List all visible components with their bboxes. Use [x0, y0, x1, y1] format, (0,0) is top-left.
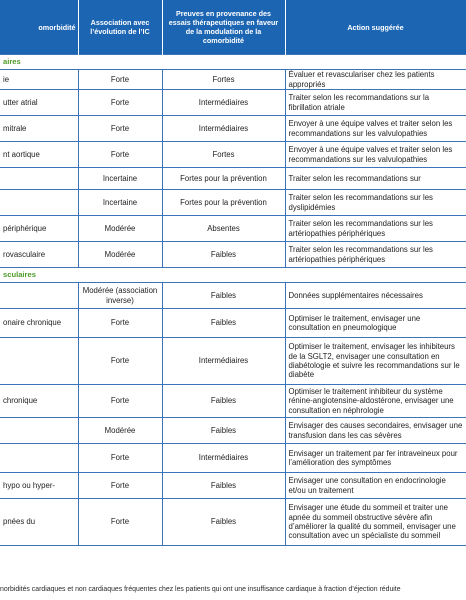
cell-comorbidity: utter atrial	[0, 90, 78, 116]
cell-association: Forte	[78, 90, 162, 116]
cell-comorbidity	[0, 418, 78, 444]
table-row	[0, 499, 466, 546]
cell-association: Incertaine	[78, 168, 162, 190]
cell-action: Envoyer à une équipe valves et traiter selon les recommandations sur les valvulopathies	[285, 142, 466, 168]
cell-evidence: Fortes	[162, 142, 285, 168]
cell-association: Modérée	[78, 242, 162, 268]
cell-evidence: Faibles	[162, 385, 285, 418]
cell-comorbidity: rovasculaire	[0, 242, 78, 268]
table-row	[0, 444, 466, 473]
table-row	[0, 168, 466, 190]
table-row	[0, 116, 466, 142]
cell-action: Données supplémentaires nécessaires	[285, 283, 466, 309]
cell-evidence: Faibles	[162, 283, 285, 309]
cell-action: Traiter selon les recommandations sur les dyslipidémies	[285, 190, 466, 216]
cell-association: Forte	[78, 444, 162, 473]
cell-comorbidity: nt aortique	[0, 142, 78, 168]
cell-evidence: Intermédiaires	[162, 444, 285, 473]
cell-comorbidity: onaire chronique	[0, 309, 78, 338]
cell-comorbidity	[0, 168, 78, 190]
cell-association: Forte	[78, 473, 162, 499]
cell-association: Forte	[78, 338, 162, 385]
cell-action: Évaluer et revasculariser chez les patients appropriés	[285, 70, 466, 90]
cell-association: Forte	[78, 385, 162, 418]
cell-comorbidity: ie	[0, 70, 78, 90]
cell-evidence: Fortes pour la prévention	[162, 190, 285, 216]
table-row	[0, 473, 466, 499]
cell-action: Optimiser le traitement, envisager les inhibiteurs de la SGLT2, envisager une consultation en diabétologie et suivre les recommandations sur le diabète	[285, 338, 466, 385]
cell-association: Forte	[78, 116, 162, 142]
table-row	[0, 283, 466, 309]
cell-association: Modérée (association inverse)	[78, 283, 162, 309]
table-row	[0, 142, 466, 168]
section-cardiac	[0, 55, 466, 70]
cell-evidence: Absentes	[162, 216, 285, 242]
cell-action: Traiter selon les recommandations sur les artériopathies périphériques	[285, 216, 466, 242]
cell-association: Forte	[78, 70, 162, 90]
cell-action: Envisager des causes secondaires, envisager une transfusion dans les cas sévères	[285, 418, 466, 444]
cell-evidence: Fortes	[162, 70, 285, 90]
section-cardiac-label: aires	[0, 55, 466, 70]
cell-evidence: Faibles	[162, 499, 285, 546]
header-comorbidity: omorbidité	[0, 0, 78, 55]
cell-action: Traiter selon les recommandations sur la fibrillation atriale	[285, 90, 466, 116]
cell-action: Envoyer à une équipe valves et traiter selon les recommandations sur les valvulopathies	[285, 116, 466, 142]
cell-evidence: Faibles	[162, 418, 285, 444]
section-noncardiac	[0, 268, 466, 283]
table-row	[0, 90, 466, 116]
table-row	[0, 385, 466, 418]
header-association: Association avec l’évolution de l’IC	[78, 0, 162, 55]
table-row	[0, 242, 466, 268]
cell-association: Incertaine	[78, 190, 162, 216]
cell-comorbidity	[0, 190, 78, 216]
table-row	[0, 190, 466, 216]
cell-comorbidity: pnées du	[0, 499, 78, 546]
cell-evidence: Intermédiaires	[162, 90, 285, 116]
table-row	[0, 216, 466, 242]
cell-action: Optimiser le traitement inhibiteur du système rénine-angiotensine-aldostérone, envisager une consultation en néphrologie	[285, 385, 466, 418]
cell-association: Forte	[78, 309, 162, 338]
cell-action: Envisager un traitement par fer intraveineux pour l’amélioration des symptômes	[285, 444, 466, 473]
cell-association: Modérée	[78, 418, 162, 444]
cell-action: Envisager une étude du sommeil et traiter une apnée du sommeil obstructive sévère afin d’améliorer la qualité du sommeil, envisager une consultation avec un spécialiste du sommeil	[285, 499, 466, 546]
cell-comorbidity: mitrale	[0, 116, 78, 142]
cell-action: Traiter selon les recommandations sur	[285, 168, 466, 190]
cell-evidence: Faibles	[162, 242, 285, 268]
cell-comorbidity: hypo ou hyper-	[0, 473, 78, 499]
header-action: Action suggérée	[285, 0, 466, 55]
table-row	[0, 309, 466, 338]
cell-evidence: Intermédiaires	[162, 338, 285, 385]
cell-action: Traiter selon les recommandations sur les artériopathies périphériques	[285, 242, 466, 268]
table-row	[0, 418, 466, 444]
cell-comorbidity	[0, 338, 78, 385]
cell-comorbidity: périphérique	[0, 216, 78, 242]
cell-evidence: Faibles	[162, 473, 285, 499]
header-row	[0, 0, 466, 55]
cell-comorbidity: chronique	[0, 385, 78, 418]
cell-comorbidity	[0, 444, 78, 473]
cell-evidence: Faibles	[162, 309, 285, 338]
section-noncardiac-label: sculaires	[0, 268, 466, 283]
cell-action: Envisager une consultation en endocrinologie et/ou un traitement	[285, 473, 466, 499]
cell-association: Forte	[78, 142, 162, 168]
cell-association: Modérée	[78, 216, 162, 242]
table-caption: norbidités cardiaques et non cardiaques fréquentes chez les patients qui ont une insuffisance cardiaque à fraction d’éjection réduite	[0, 586, 401, 593]
header-evidence: Preuves en provenance des essais thérapeutiques en faveur de la modulation de la comorbidité	[162, 0, 285, 55]
cell-action: Optimiser le traitement, envisager une consultation en pneumologique	[285, 309, 466, 338]
cell-evidence: Fortes pour la prévention	[162, 168, 285, 190]
cell-evidence: Intermédiaires	[162, 116, 285, 142]
table-row	[0, 338, 466, 385]
cell-comorbidity	[0, 283, 78, 309]
table-row	[0, 70, 466, 90]
cell-association: Forte	[78, 499, 162, 546]
